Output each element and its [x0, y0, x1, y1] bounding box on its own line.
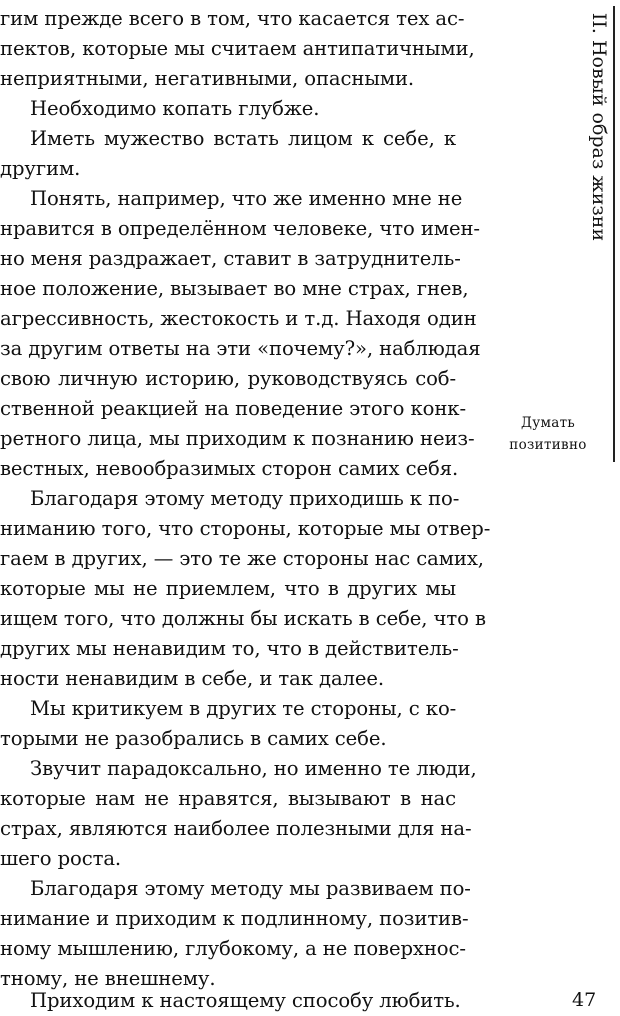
text-line: ниманию того, что стороны, которые мы отвер- — [0, 517, 491, 540]
text-line: Приходим к настоящему способу любить. — [30, 989, 461, 1012]
text-line: Мы критикуем в других те стороны, с ко- — [30, 697, 457, 720]
text-line: гим прежде всего в том, что касается тех ас- — [0, 7, 465, 30]
text-line: ности ненавидим в себе, и так далее. — [0, 667, 385, 690]
text-line: пектов, которые мы считаем антипатичными, — [0, 37, 475, 60]
text-line: свою личную историю, руководствуясь соб- — [0, 367, 456, 390]
text-line: тному, не внешнему. — [0, 967, 216, 990]
text-line: других мы ненавидим то, что в действитель- — [0, 637, 459, 660]
margin-rule — [613, 6, 615, 462]
text-line: другим. — [0, 157, 81, 180]
margin-note-line: Думать — [520, 415, 576, 431]
text-line: торыми не разобрались в самих себе. — [0, 727, 387, 750]
text-line: которые нам не нравятся, вызывают в нас — [0, 787, 456, 810]
text-line: гаем в других, — это те же стороны нас самих, — [0, 547, 484, 570]
text-line: ретного лица, мы приходим к познанию неиз- — [0, 427, 475, 450]
text-line: которые мы не приемлем, что в других мы — [0, 577, 456, 600]
margin-note — [488, 412, 608, 456]
running-head-text: II. Новый образ жизни — [588, 12, 611, 242]
text-line: агрессивность, жестокость и т.д. Находя один — [0, 307, 477, 330]
margin-note-line: позитивно — [509, 437, 587, 453]
text-line: Понять, например, что же именно мне не — [30, 187, 463, 210]
text-line: нимание и приходим к подлинному, позитив- — [0, 907, 469, 930]
text-line: за другим ответы на эти «почему?», наблюдая — [0, 337, 481, 360]
text-line: нравится в определённом человеке, что имен- — [0, 217, 480, 240]
text-line: но меня раздражает, ставит в затруднитель- — [0, 247, 461, 270]
text-line: Иметь мужество встать лицом к себе, к — [30, 127, 456, 150]
text-line: ное положение, вызывает во мне страх, гнев, — [0, 277, 469, 300]
text-line: ственной реакцией на поведение этого конк- — [0, 397, 466, 420]
text-line: неприятными, негативными, опасными. — [0, 67, 415, 90]
text-line: Необходимо копать глубже. — [30, 97, 320, 120]
page-number: 47 — [572, 989, 597, 1011]
text-line: ному мышлению, глубокому, а не поверхнос- — [0, 937, 466, 960]
text-line: шего роста. — [0, 847, 122, 870]
text-line: вестных, невообразимых сторон самих себя. — [0, 457, 459, 480]
text-line: Звучит парадоксально, но именно те люди, — [30, 757, 477, 780]
text-line: Благодаря этому методу мы развиваем по- — [30, 877, 471, 900]
text-line: ищем того, что должны бы искать в себе, что в — [0, 607, 486, 630]
text-line: Благодаря этому методу приходишь к по- — [30, 487, 460, 510]
text-line: страх, являются наиболее полезными для на- — [0, 817, 472, 840]
